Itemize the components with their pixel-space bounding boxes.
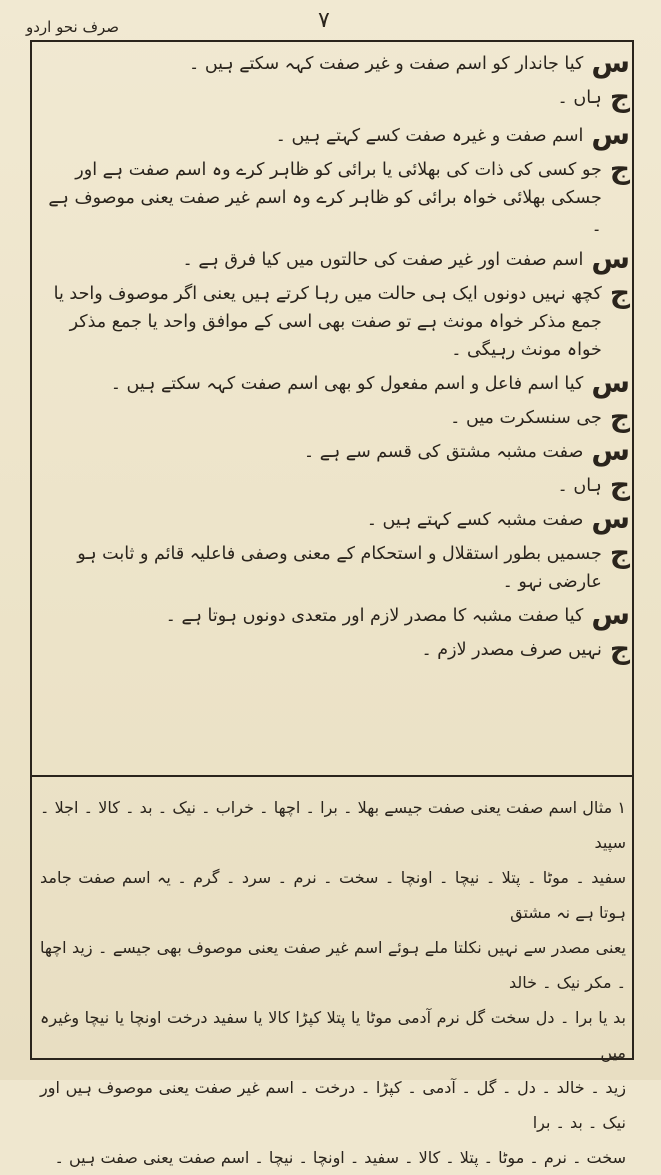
answer-text: کچھ نہیں دونوں ایک ہی حالت میں رہا کرتے ہیں یعنی اگر موصوف واحد یا جمع مذکر خواہ مونث ہے تو صفت بھی اسی کے موافق واحد یا جمع مذکر خواہ مونث رہیگی ۔ xyxy=(53,284,602,360)
footnote-line: یعنی مصدر سے نہیں نکلتا ملے ہوئے اسم غیر صفت یعنی موصوف بھی جیسے ۔ زید اچھا ۔ مکر نیک ۔ خالد xyxy=(40,938,626,992)
question-marker: س xyxy=(591,502,630,535)
question-marker: س xyxy=(591,46,630,79)
question-marker: س xyxy=(591,118,630,151)
question-text: صفت مشبہ کسے کہتے ہیں ۔ xyxy=(366,510,584,530)
qa-question xyxy=(36,120,630,150)
footnote-line: بد یا برا ۔ دل سخت گل نرم آدمی موٹا یا پتلا کپڑا کالا یا سفید درخت اونچا یا نیچا وغیرہ میں xyxy=(40,1008,626,1062)
footnote-line: زید ۔ خالد ۔ دل ۔ گل ۔ آدمی ۔ کپڑا ۔ درخت ۔ اسم غیر صفت یعنی موصوف ہیں اور نیک ۔ بد ۔ برا xyxy=(40,1078,626,1132)
footnote-block xyxy=(40,790,626,1167)
footnote-line: ۱ مثال اسم صفت یعنی صفت جیسے بھلا ۔ برا ۔ اچھا ۔ خراب ۔ نیک ۔ بد ۔ کالا ۔ اجلا ۔ سپید xyxy=(40,798,626,852)
answer-marker: ج xyxy=(609,152,630,185)
qa-question xyxy=(36,600,630,630)
answer-marker: ج xyxy=(609,468,630,501)
qa-answer xyxy=(36,470,630,500)
qa-question xyxy=(36,368,630,398)
question-marker: س xyxy=(591,242,630,275)
answer-text: ہاں ۔ xyxy=(557,476,602,496)
question-marker: س xyxy=(591,434,630,467)
qa-question xyxy=(36,48,630,78)
answer-marker: ج xyxy=(609,80,630,113)
answer-marker: ج xyxy=(609,400,630,433)
qa-question xyxy=(36,504,630,534)
footnote-line: سخت ۔ نرم ۔ موٹا ۔ پتلا ۔ کالا ۔ سفید ۔ اونچا ۔ نیچا ۔ اسم صفت یعنی صفت ہیں ۔ xyxy=(54,1148,626,1167)
qa-answer xyxy=(36,82,630,112)
qa-answer xyxy=(36,154,630,240)
answer-text: نہیں صرف مصدر لازم ۔ xyxy=(421,640,602,660)
question-text: کیا صفت مشبہ کا مصدر لازم اور متعدی دونوں ہوتا ہے ۔ xyxy=(165,606,584,626)
qa-question xyxy=(36,244,630,274)
qa-answer xyxy=(36,278,630,364)
answer-text: ہاں ۔ xyxy=(557,88,602,108)
running-header-title: صرف نحو اردو xyxy=(26,18,120,36)
question-answer-list xyxy=(36,48,630,773)
qa-answer xyxy=(36,538,630,596)
answer-marker: ج xyxy=(609,632,630,665)
answer-text: جی سنسکرت میں ۔ xyxy=(450,408,602,428)
qa-question xyxy=(36,436,630,466)
question-text: کیا جاندار کو اسم صفت و غیر صفت کہہ سکتے ہیں ۔ xyxy=(189,54,584,74)
answer-marker: ج xyxy=(609,276,630,309)
answer-text: جو کسی کی ذات کی بھلائی یا برائی کو ظاہر کرے وہ اسم صفت ہے اور جسکی بھلائی خواہ برائی کو ظاہر کرے وہ اسم غیر صفت یعنی موصوف ہے ۔ xyxy=(48,160,602,236)
qa-answer xyxy=(36,634,630,664)
page-number: ۷ xyxy=(318,8,330,33)
footnote-line: سفید ۔ موٹا ۔ پتلا ۔ نیچا ۔ اونچا ۔ سخت ۔ نرم ۔ سرد ۔ گرم ۔ یہ اسم صفت جامد ہوتا ہے نہ مشتق xyxy=(40,868,626,922)
answer-text: جسمیں بطور استقلال و استحکام کے معنی وصفی فاعلیہ قائم و ثابت ہو عارضی نہو ۔ xyxy=(77,544,602,592)
question-text: اسم صفت و غیرہ صفت کسے کہتے ہیں ۔ xyxy=(275,126,584,146)
question-text: کیا اسم فاعل و اسم مفعول کو بھی اسم صفت کہہ سکتے ہیں ۔ xyxy=(110,374,584,394)
answer-marker: ج xyxy=(609,536,630,569)
question-text: اسم صفت اور غیر صفت کی حالتوں میں کیا فرق ہے ۔ xyxy=(182,250,584,270)
footnote-divider xyxy=(30,775,634,777)
question-text: صفت مشبہ مشتق کی قسم سے ہے ۔ xyxy=(303,442,584,462)
question-marker: س xyxy=(591,366,630,399)
qa-answer xyxy=(36,402,630,432)
question-marker: س xyxy=(591,598,630,631)
